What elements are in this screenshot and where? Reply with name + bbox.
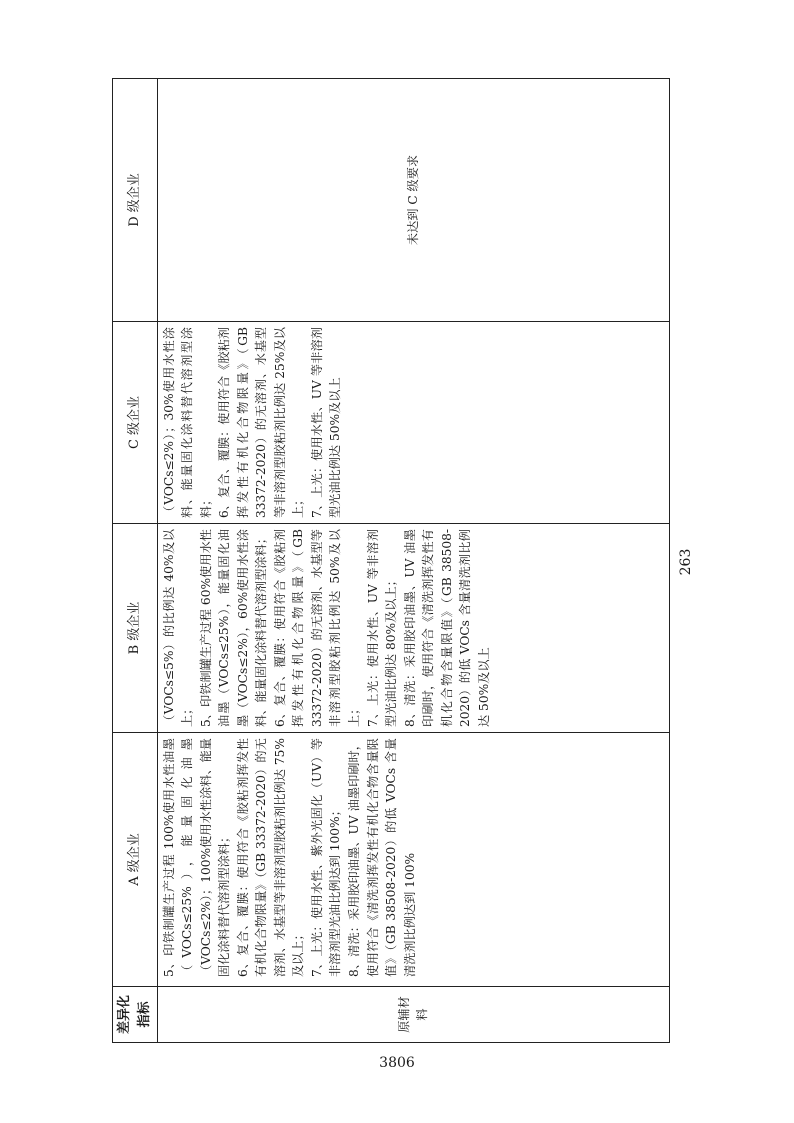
grade-b-item: （VOCs≤5%）的比例达 40%及以上； — [161, 529, 195, 727]
header-grade-c: C 级企业 — [113, 322, 158, 524]
rotated-table-container — [112, 79, 670, 1043]
page-number-bottom: 3806 — [379, 1055, 415, 1071]
header-grade-d: D 级企业 — [113, 79, 158, 322]
grade-a-item: 7、上光：使用水性、紫外光固化（UV）等非溶剂型光油比例达到 100%； — [309, 738, 343, 977]
header-indicator: 差异化指标 — [113, 987, 158, 1043]
grade-b-item: 5、印铁制罐生产过程 60%使用水性油墨（VOCs≤25%），能量固化油墨（VOCs≤2%），60%使用水性涂料、能量固化涂料替代溶剂型涂料； — [198, 529, 269, 727]
grade-b-item: 7、上光：使用水性、UV 等非溶剂型光油比例达 80%及以上； — [365, 529, 399, 727]
grade-d-cell: 未达到 C 级要求 — [157, 79, 670, 322]
grade-a-cell — [157, 733, 670, 987]
grade-c-item: 7、上光：使用水性、UV 等非溶剂型光油比例达 50%及以上 — [309, 327, 343, 518]
grade-c-item: （VOCs≤2%）；30%使用水性涂料、能量固化涂料替代溶剂型涂料； — [161, 327, 213, 518]
grade-b-item: 8、清洗：采用胶印油墨、UV 油墨印刷时，使用符合《清洗剂挥发性有机化合物含量限值》（GB 38508-2020）的低 VOCs 含量清洗剂比例达 50%及以上 — [402, 529, 491, 727]
header-grade-a: A 级企业 — [113, 733, 158, 987]
standards-table — [112, 78, 670, 1043]
grade-a-item: 5、印铁制罐生产过程 100%使用水性油墨（VOCs≤25%），能量固化油墨（VOCs≤2%）；100%使用水性涂料、能量固化涂料替代溶剂型涂料； — [161, 738, 232, 977]
grade-c-cell — [157, 322, 670, 524]
table-header-row — [113, 79, 158, 1043]
grade-a-item: 6、复合、覆膜：使用符合《胶粘剂挥发性有机化合物限量》（GB 33372-2020）的无溶剂、水基型等非溶剂型胶粘剂比例达 75%及以上； — [235, 738, 306, 977]
page-number-side: 263 — [678, 548, 694, 576]
row-label-raw-materials: 原辅材料 — [157, 987, 670, 1043]
grade-c-item: 6、复合、覆膜：使用符合《胶粘剂挥发性有机化合物限量》（GB 33372-2020）的无溶剂、水基型等非溶剂型胶粘剂比例达 25%及以上； — [217, 327, 306, 518]
header-grade-b: B 级企业 — [113, 524, 158, 733]
grade-a-item: 8、清洗：采用胶印油墨、UV 油墨印刷时，使用符合《清洗剂挥发性有机化合物含量限值》（GB 38508-2020）的低 VOCs 含量清洗剂比例达到 100% — [346, 738, 417, 977]
grade-b-item: 6、复合、覆膜：使用符合《胶粘剂挥发性有机化合物限量》（GB 33372-2020）的无溶剂、水基型等非溶剂型胶粘剂比例达 50%及以上； — [272, 529, 361, 727]
table-row — [157, 79, 670, 1043]
grade-b-cell — [157, 524, 670, 733]
